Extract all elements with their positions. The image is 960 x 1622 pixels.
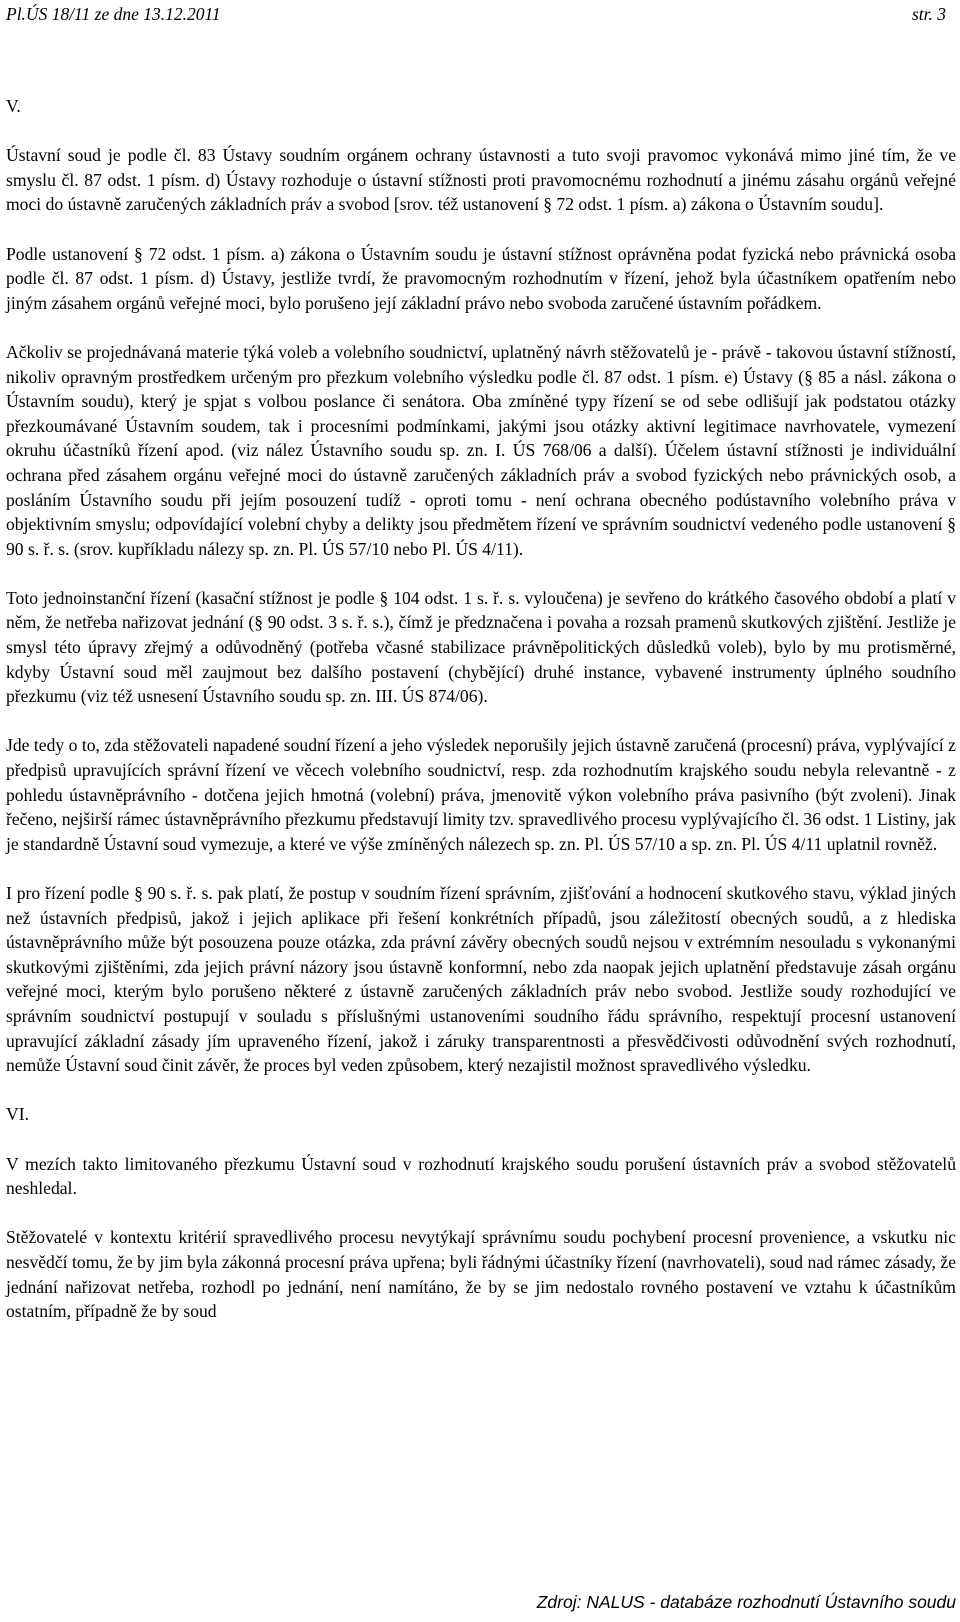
page-number: str. 3 [911,4,946,24]
paragraph-4: Toto jednoinstanční řízení (kasační stížnost je podle § 104 odst. 1 s. ř. s. vyloučena) je sevřeno do krátkého časového období a platí v něm, že netřeba nařizovat jednání (§ 90 odst. 3 s. ř. s.), čímž je předznačena i povaha a rozsah pramenů skutkových zjištění. Jestliže je smysl této úpravy zřejmý a odůvodněný (potřeba včasné stabilizace právněpolitických důsledků voleb), bylo by mu protisměrné, kdyby Ústavní soud měl zaujmout bez dalšího postavení (chybějící) druhé instance, vybavené instrumenty úplného soudního přezkumu (viz též usnesení Ústavního soudu sp. zn. III. ÚS 874/06). [6,587,956,707]
paragraph-8: Stěžovatelé v kontextu kritérií spravedlivého procesu nevytýkají správnímu soudu pochybení procesní provenience, a vskutku nic nesvědčí tomu, že by jim byla zákonná procesní práva upřena; byli řádnými účastníky řízení (navrhovateli), soud nad rámec zásady, že jednání nařizovat netřeba, rozhodl po jednání, není namítáno, že by se jim nedostalo rovného postavení ve vztahu k účastníkům ostatním, případně že by soud [6,1227,956,1322]
paragraph-2: Podle ustanovení § 72 odst. 1 písm. a) zákona o Ústavním soudu je ústavní stížnost oprávněna podat fyzická nebo právnická osoba podle čl. 87 odst. 1 písm. d) Ústavy, jestliže tvrdí, že pravomocným rozhodnutím v řízení, jehož byla účastníkem opatřením nebo jiným zásahem orgánů veřejné moci, bylo porušeno její základní právo nebo svoboda zaručené ústavním pořádkem. [6,243,956,313]
paragraph-7: V mezích takto limitovaného přezkumu Ústavní soud v rozhodnutí krajského soudu porušení ústavních práv a svobod stěžovatelů neshledal. [6,1153,956,1199]
paragraph-6: I pro řízení podle § 90 s. ř. s. pak platí, že postup v soudním řízení správním, zjišťování a hodnocení skutkového stavu, výklad jiných než ústavních předpisů, jakož i jejich aplikace při řešení konkrétních případů, jsou záležitostí obecných soudů, a z hlediska ústavněprávního může být posouzena pouze otázka, zda právní závěry obecných soudů nejsou v extrémním nesouladu s vykonanými skutkovými zjištěními, zda jejich právní názory jsou ústavně konformní, nebo zda naopak jejich uplatnění představuje zásah orgánu veřejné moci, kterým bylo porušeno některé z ústavně zaručených základních práv nebo svobod. Jestliže soudy rozhodující ve správním soudnictví postupují v souladu s příslušnými ustanoveními soudního řádu správního, respektují procesní ustanovení upravující základní zásady jím upraveného řízení, jakož i záruky transparentnosti a přesvědčivosti odůvodnění svých rozhodnutí, nemůže Ústavní soud činit závěr, že proces byl veden způsobem, který nezajistil možnost spravedlivého výsledku. [6,883,956,1076]
page-footer: Zdroj: NALUS - databáze rozhodnutí Ústavního soudu [536,1592,956,1612]
paragraph-5: Jde tedy o to, zda stěžovateli napadené soudní řízení a jeho výsledek neporušily jejich ústavně zaručená (procesní) práva, vyplývající z předpisů upravujících správní řízení ve věcech volebního soudnictví, resp. zda rozhodnutím krajského soudu nebyla relevantně - z pohledu ústavněprávního - dotčena jejich hmotná (volební) práva, jmenovitě výkon volebního práva pasivního (být zvoleni). Jinak řečeno, nejširší rámec ústavněprávního přezkumu představují limity tzv. spravedlivého procesu vyplývajícího čl. 36 odst. 1 Listiny, jak je standardně Ústavní soud vymezuje, a které ve výše zmíněných nálezech sp. zn. Pl. ÚS 57/10 a sp. zn. Pl. ÚS 4/11 uplatnil rovněž. [6,735,956,854]
paragraph-3: Ačkoliv se projednávaná materie týká voleb a volebního soudnictví, uplatněný návrh stěžovatelů je - právě - takovou ústavní stížností, nikoliv opravným prostředkem určeným pro přezkum volebního výsledku podle čl. 87 odst. 1 písm. e) Ústavy (§ 85 a násl. zákona o Ústavním soudu), který je spjat s volbou poslance či senátora. Oba zmíněné typy řízení se od sebe odlišují jak podstatou otázky přezkoumávané Ústavním soudem, tak i procesními podmínkami, jakými jsou otázky aktivní legitimace navrhovatele, vymezení okruhu účastníků řízení apod. (viz nález Ústavního soudu sp. zn. I. ÚS 768/06 a další). Účelem ústavní stížnosti je individuální ochrana před zásahem orgánu veřejné moci do ústavně zaručených základních práv a svobod fyzických nebo právnických osob, a posláním Ústavního soudu při jejím posouzení tudíž - oproti tomu - není ochrana obecného podústavního volebního práva v objektivním smyslu; odpovídající volební chyby a delikty jsou předmětem řízení ve správním soudnictví vedeného podle ustanovení § 90 s. ř. s. (srov. kupříkladu nálezy sp. zn. Pl. ÚS 57/10 nebo Pl. ÚS 4/11). [6,341,956,559]
document-body [6,94,956,1348]
section-heading-vi: VI. [6,1104,29,1125]
section-heading-v: V. [6,96,21,116]
paragraph-1: Ústavní soud je podle čl. 83 Ústavy soudním orgánem ochrany ústavnosti a tuto svoji pravomoc vykonává mimo jiné tím, že ve smyslu čl. 87 odst. 1 písm. d) Ústavy rozhoduje o ústavní stížnosti proti pravomocnému rozhodnutí a jinému zásahu orgánů veřejné moci do ústavně zaručených základních práv a svobod [srov. též ustanovení § 72 odst. 1 písm. a) zákona o Ústavním soudu]. [6,145,956,215]
document-reference: Pl.ÚS 18/11 ze dne 13.12.2011 [6,4,221,24]
page-header [6,4,956,28]
